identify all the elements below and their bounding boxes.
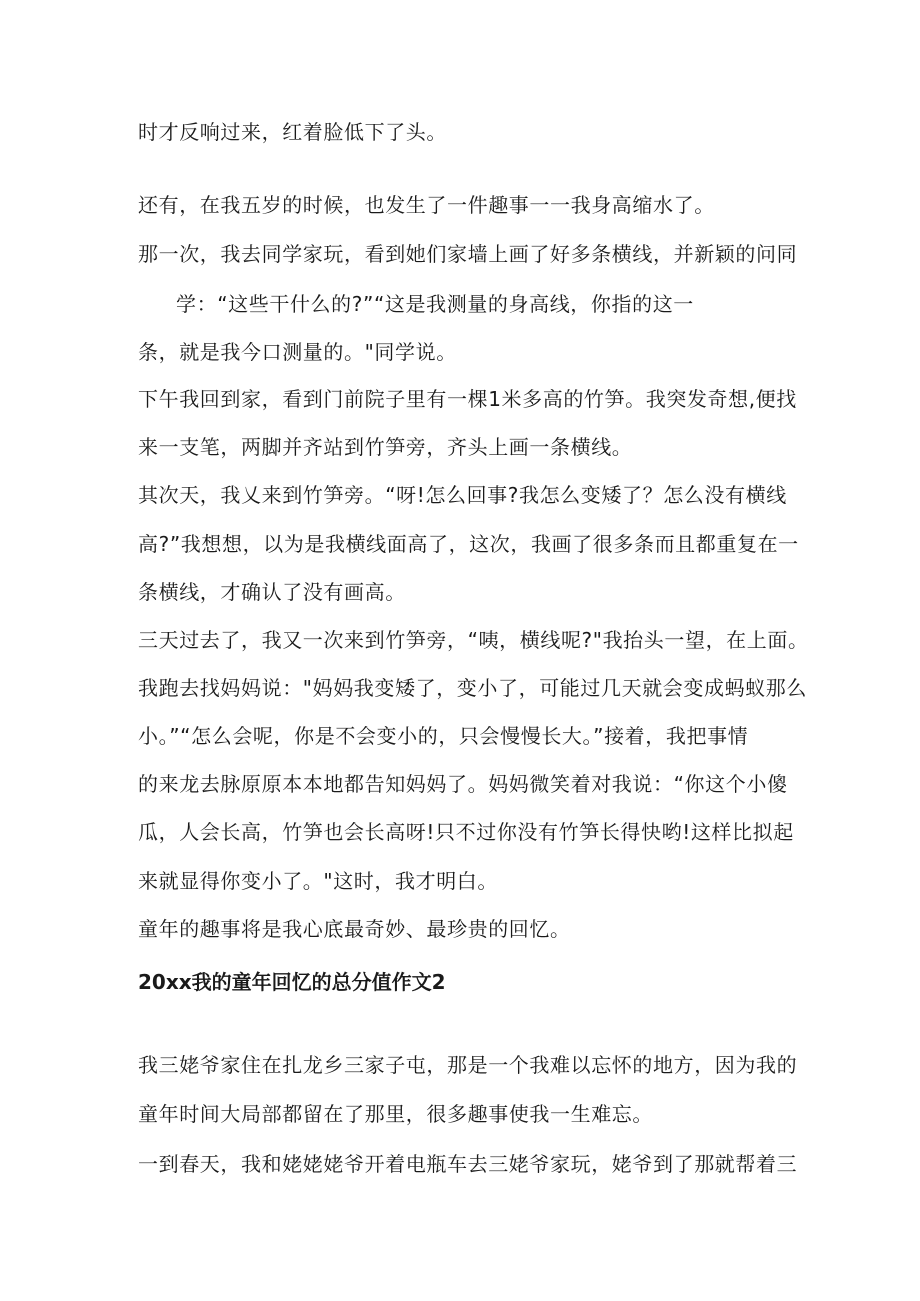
paragraph-line: 条，就是我今口测量的。"同学说。 — [138, 340, 457, 364]
paragraph-line: 瓜，人会长高，竹笋也会长高呀!只不过你没有竹笋长得快哟!这样比拟起 — [138, 820, 794, 844]
paragraph-line: 来一支笔，两脚并齐站到竹笋旁，齐头上画一条横线。 — [138, 435, 633, 459]
paragraph-line: 的来龙去脉原原本本地都告知妈妈了。妈妈微笑着对我说：“你这个小傻 — [138, 772, 788, 796]
paragraph-line: 一到春天，我和姥姥姥爷开着电瓶车去三姥爷家玩，姥爷到了那就帮着三 — [138, 1152, 798, 1176]
paragraph-line: 其次天，我乂来到竹笋旁。“呀!怎么回事?我怎么变矮了？怎么没有横线 — [138, 483, 787, 507]
section-heading: 20xx我的童年回忆的总分值作文2 — [138, 970, 446, 994]
paragraph-line: 下午我回到家，看到门前院子里有一棵1米多高的竹笋。我突发奇想,便找 — [138, 387, 797, 411]
paragraph-line: 条横线，才确认了没有画高。 — [138, 580, 406, 604]
paragraph-line: 小。”“怎么会呢，你是不会变小的，只会慢慢长大。”接着，我把事情 — [138, 724, 749, 748]
paragraph-line: 童年的趣事将是我心底最奇妙、最珍贵的回忆。 — [138, 917, 571, 941]
paragraph-line: 我跑去找妈妈说："妈妈我变矮了，变小了，可能过几天就会变成蚂蚁那么 — [138, 676, 807, 700]
paragraph-line: 童年时间大局部都留在了那里，很多趣事使我一生难忘。 — [138, 1102, 653, 1126]
paragraph-line: 还有，在我五岁的时候，也发生了一件趣事一一我身高缩水了。 — [138, 193, 715, 217]
paragraph-line: 我三姥爷家住在扎龙乡三家子屯，那是一个我难以忘怀的地方，因为我的 — [138, 1053, 798, 1077]
paragraph-line: 时才反响过来，红着脸低下了头。 — [138, 120, 447, 144]
paragraph-line: 来就显得你变小了。"这时，我才明白。 — [138, 869, 498, 893]
paragraph-line: 那一次，我去同学家玩，看到她们家墙上画了好多条横线，并新颖的问同 — [138, 242, 798, 266]
paragraph-line: 三天过去了，我又一次来到竹笋旁，“咦，横线呢?"我抬头一望，在上面。 — [138, 628, 809, 652]
paragraph-line: 学：“这些干什么的?”“这是我测量的身高线，你指的这一 — [176, 292, 694, 316]
paragraph-line: 高?”我想想，以为是我横线面高了，这次，我画了很多条而且都重复在一 — [138, 532, 799, 556]
